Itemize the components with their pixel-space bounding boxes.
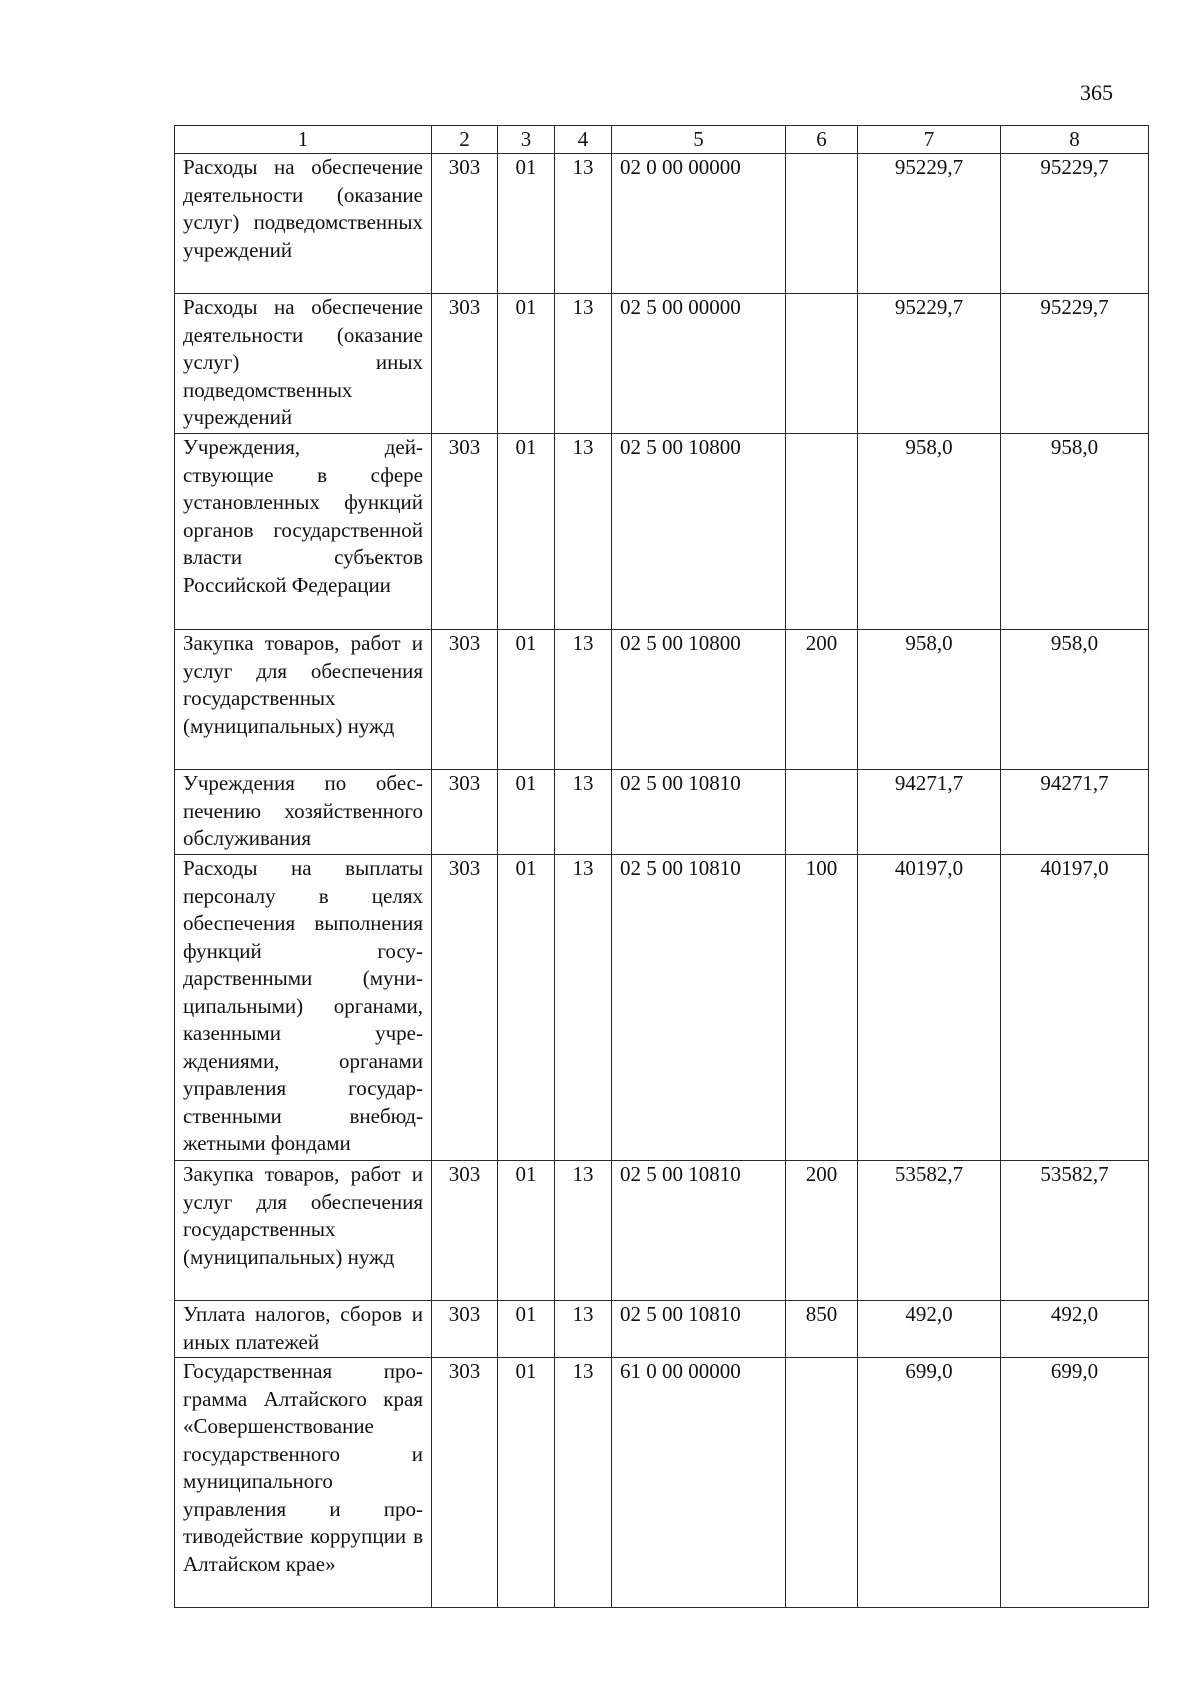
cell-c7: 53582,7	[858, 1161, 1001, 1301]
cell-c5: 02 5 00 10800	[612, 434, 786, 630]
row-name: Учреждения по обеспечению хозяйственного обслуживания	[175, 770, 432, 855]
row-name: Государственная программа Алтайского края «Совершенствование государственного и муниципального управления и противодействие коррупции в Алтайском крае»	[175, 1358, 432, 1608]
cell-c7: 958,0	[858, 434, 1001, 630]
cell-c2: 303	[432, 855, 498, 1161]
cell-c8: 95229,7	[1001, 154, 1149, 294]
cell-c4: 13	[555, 770, 612, 855]
cell-c4: 13	[555, 630, 612, 770]
cell-c5: 02 5 00 10810	[612, 1161, 786, 1301]
cell-c4: 13	[555, 1358, 612, 1608]
column-header: 8	[1001, 126, 1149, 154]
cell-c5: 02 5 00 00000	[612, 294, 786, 434]
cell-c5: 02 5 00 10810	[612, 855, 786, 1161]
cell-c2: 303	[432, 434, 498, 630]
cell-c4: 13	[555, 434, 612, 630]
row-name: Расходы на выплаты персоналу в целях обеспечения выполнения функций государственными (муниципальными) органами, казенными учреждениями, органами управления государственными внебюджетными фондами	[175, 855, 432, 1161]
cell-c6: 200	[786, 1161, 858, 1301]
cell-c5: 02 5 00 10800	[612, 630, 786, 770]
cell-c5: 02 0 00 00000	[612, 154, 786, 294]
cell-c2: 303	[432, 294, 498, 434]
cell-c5: 02 5 00 10810	[612, 1301, 786, 1358]
row-name: Уплата налогов, сборов и иных платежей	[175, 1301, 432, 1358]
table-row	[175, 855, 1149, 1161]
cell-c3: 01	[498, 294, 555, 434]
row-name: Расходы на обеспечение деятельности (оказание услуг) иных подведомственных учреждений	[175, 294, 432, 434]
row-name: Расходы на обеспечение деятельности (оказание услуг) подведомственных учреждений	[175, 154, 432, 294]
cell-c7: 94271,7	[858, 770, 1001, 855]
row-name: Учреждения, действующие в сфере установленных функций органов государственной власти субъектов Российской Федерации	[175, 434, 432, 630]
table-row	[175, 630, 1149, 770]
cell-c2: 303	[432, 1358, 498, 1608]
table-row	[175, 154, 1149, 294]
cell-c7: 492,0	[858, 1301, 1001, 1358]
table-row	[175, 1358, 1149, 1608]
table-row	[175, 434, 1149, 630]
column-header: 3	[498, 126, 555, 154]
cell-c2: 303	[432, 770, 498, 855]
cell-c3: 01	[498, 630, 555, 770]
cell-c7: 95229,7	[858, 294, 1001, 434]
cell-c3: 01	[498, 1161, 555, 1301]
cell-c8: 53582,7	[1001, 1161, 1149, 1301]
cell-c7: 95229,7	[858, 154, 1001, 294]
row-name: Закупка товаров, работ и услуг для обеспечения государственных (муниципальных) нужд	[175, 630, 432, 770]
column-header: 5	[612, 126, 786, 154]
cell-c6	[786, 294, 858, 434]
cell-c8: 492,0	[1001, 1301, 1149, 1358]
cell-c5: 02 5 00 10810	[612, 770, 786, 855]
cell-c7: 958,0	[858, 630, 1001, 770]
cell-c3: 01	[498, 1301, 555, 1358]
cell-c4: 13	[555, 1161, 612, 1301]
cell-c8: 958,0	[1001, 630, 1149, 770]
cell-c3: 01	[498, 434, 555, 630]
cell-c7: 699,0	[858, 1358, 1001, 1608]
cell-c6	[786, 154, 858, 294]
cell-c2: 303	[432, 154, 498, 294]
cell-c8: 958,0	[1001, 434, 1149, 630]
cell-c3: 01	[498, 154, 555, 294]
cell-c8: 95229,7	[1001, 294, 1149, 434]
page-number: 365	[1080, 80, 1113, 105]
column-header: 2	[432, 126, 498, 154]
table-row	[175, 770, 1149, 855]
cell-c6: 100	[786, 855, 858, 1161]
column-header: 7	[858, 126, 1001, 154]
table-row	[175, 1161, 1149, 1301]
cell-c6: 850	[786, 1301, 858, 1358]
cell-c8: 40197,0	[1001, 855, 1149, 1161]
cell-c3: 01	[498, 1358, 555, 1608]
cell-c8: 699,0	[1001, 1358, 1149, 1608]
cell-c8: 94271,7	[1001, 770, 1149, 855]
row-name: Закупка товаров, работ и услуг для обеспечения государственных (муниципальных) нужд	[175, 1161, 432, 1301]
cell-c6	[786, 1358, 858, 1608]
column-header: 4	[555, 126, 612, 154]
budget-table	[174, 125, 1149, 1608]
cell-c2: 303	[432, 630, 498, 770]
cell-c7: 40197,0	[858, 855, 1001, 1161]
cell-c6	[786, 434, 858, 630]
cell-c6: 200	[786, 630, 858, 770]
cell-c2: 303	[432, 1161, 498, 1301]
cell-c3: 01	[498, 770, 555, 855]
cell-c4: 13	[555, 154, 612, 294]
column-header: 6	[786, 126, 858, 154]
cell-c4: 13	[555, 1301, 612, 1358]
table-row	[175, 1301, 1149, 1358]
cell-c2: 303	[432, 1301, 498, 1358]
cell-c6	[786, 770, 858, 855]
header-row	[175, 126, 1149, 154]
cell-c5: 61 0 00 00000	[612, 1358, 786, 1608]
cell-c4: 13	[555, 294, 612, 434]
column-header: 1	[175, 126, 432, 154]
cell-c3: 01	[498, 855, 555, 1161]
cell-c4: 13	[555, 855, 612, 1161]
table-row	[175, 294, 1149, 434]
